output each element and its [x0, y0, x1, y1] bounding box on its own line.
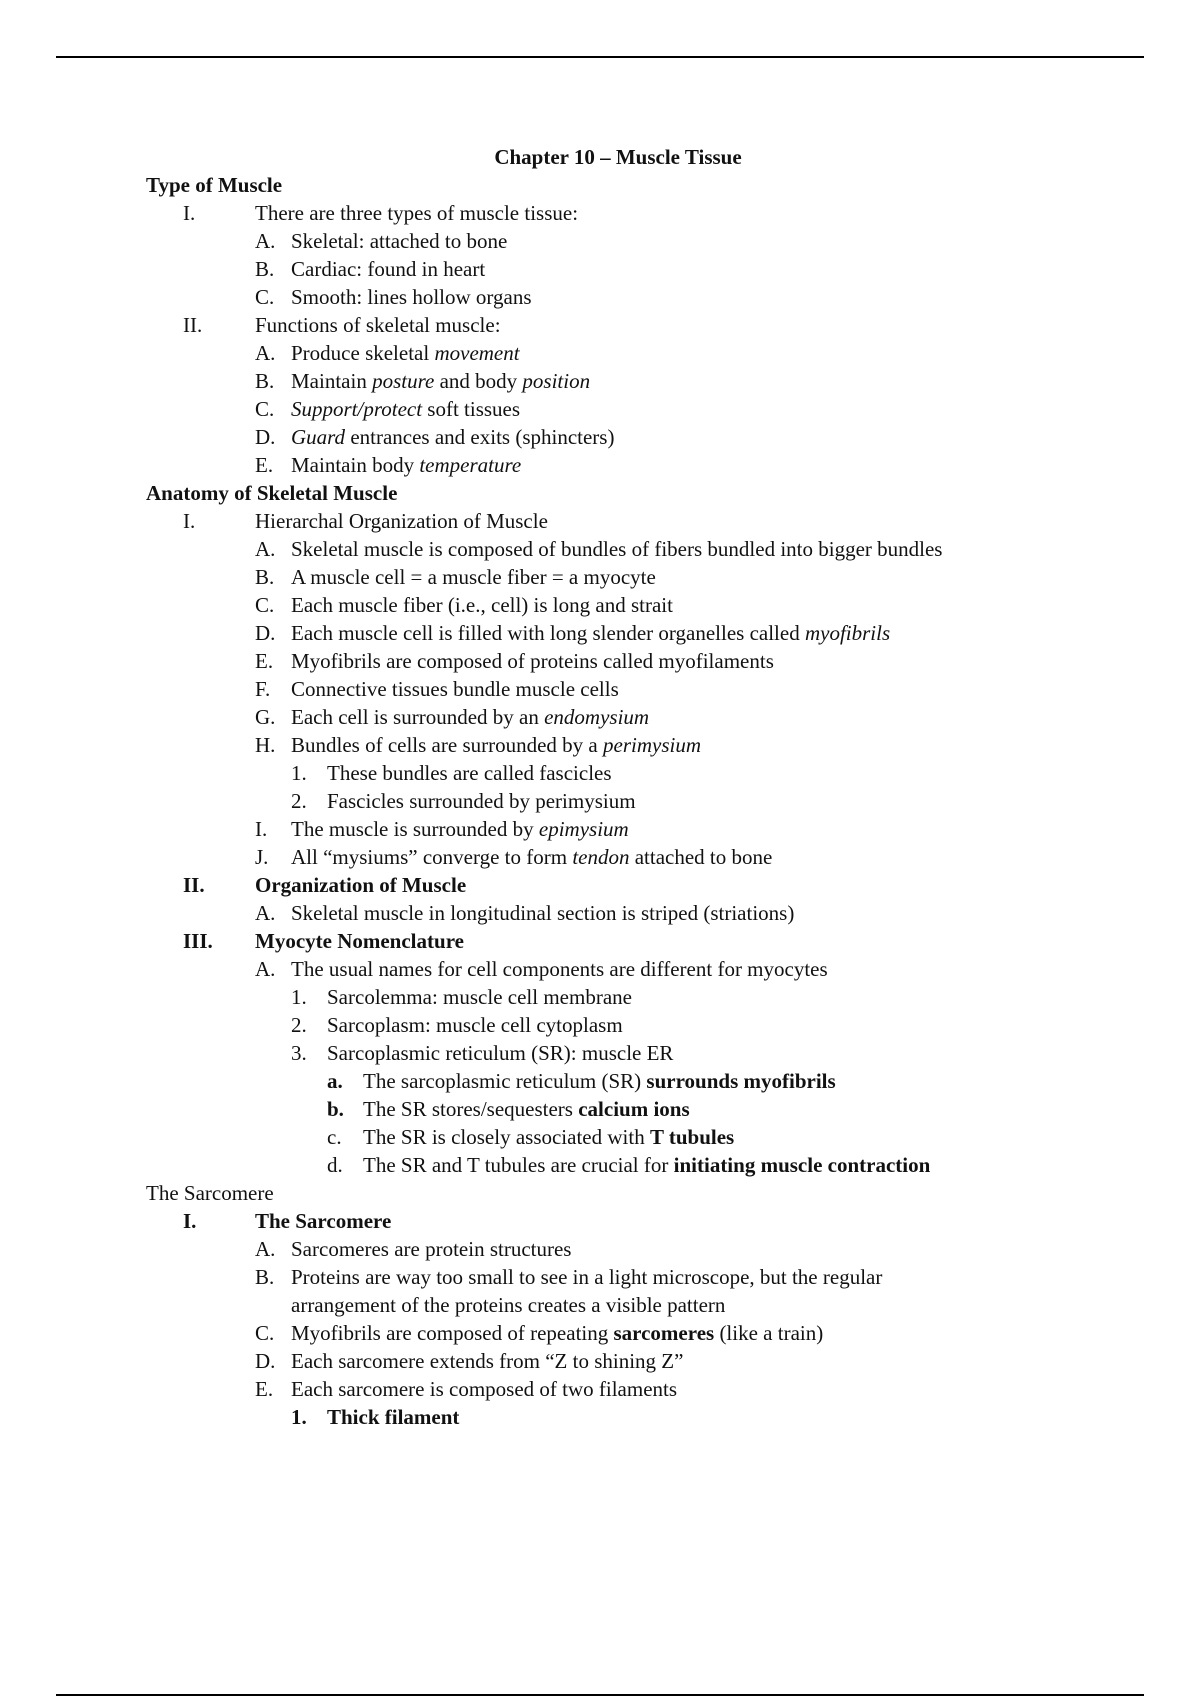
outline-item: H. Bundles of cells are surrounded by a perimysium — [255, 733, 701, 757]
outline-item: I. There are three types of muscle tissue: — [183, 201, 579, 225]
outline-item: C. Myofibrils are composed of repeating sarcomeres (like a train) — [255, 1321, 824, 1345]
outline-item: II. Organization of Muscle — [183, 873, 467, 897]
outline-item: III. Myocyte Nomenclature — [183, 929, 464, 953]
outline-item: 1. Sarcolemma: muscle cell membrane — [291, 985, 632, 1009]
outline-item: 2. Fascicles surrounded by perimysium — [291, 789, 636, 813]
outline-item: a. The sarcoplasmic reticulum (SR) surrounds myofibrils — [327, 1069, 836, 1093]
outline-item: E. Myofibrils are composed of proteins called myofilaments — [255, 649, 774, 673]
outline-item: A. Skeletal muscle is composed of bundles of fibers bundled into bigger bundles — [255, 537, 943, 561]
outline-item: A. The usual names for cell components are different for myocytes — [255, 957, 828, 981]
top-rule — [56, 56, 1144, 58]
outline-item: G. Each cell is surrounded by an endomysium — [255, 705, 650, 729]
outline-item: D. Each muscle cell is filled with long slender organelles called myofibrils — [255, 621, 891, 645]
outline-item-continuation: arrangement of the proteins creates a visible pattern — [291, 1293, 726, 1317]
outline-item: d. The SR and T tubules are crucial for initiating muscle contraction — [327, 1153, 931, 1177]
outline-item: F. Connective tissues bundle muscle cells — [255, 677, 619, 701]
outline-item: 3. Sarcoplasmic reticulum (SR): muscle ER — [291, 1041, 674, 1065]
outline-item: I. The Sarcomere — [183, 1209, 392, 1233]
outline-item: A. Produce skeletal movement — [255, 341, 520, 365]
outline-item: 1. These bundles are called fascicles — [291, 761, 612, 785]
section-heading: The Sarcomere — [146, 1181, 274, 1205]
bottom-rule — [56, 1694, 1144, 1696]
outline-item: E. Each sarcomere is composed of two filaments — [255, 1377, 678, 1401]
outline-item: C. Support/protect soft tissues — [255, 397, 521, 421]
outline-item: D. Guard entrances and exits (sphincters) — [255, 425, 615, 449]
section-heading: Anatomy of Skeletal Muscle — [146, 481, 398, 505]
outline-item: J. All “mysiums” converge to form tendon attached to bone — [255, 845, 773, 869]
outline-item: A. Sarcomeres are protein structures — [255, 1237, 572, 1261]
outline-item: 1. Thick filament — [291, 1405, 460, 1429]
document-page — [0, 143, 1200, 1431]
outline-item: II. Functions of skeletal muscle: — [183, 313, 501, 337]
outline-item: E. Maintain body temperature — [255, 453, 522, 477]
outline-item: 2. Sarcoplasm: muscle cell cytoplasm — [291, 1013, 623, 1037]
outline-item: B. Maintain posture and body position — [255, 369, 591, 393]
outline-item: B. A muscle cell = a muscle fiber = a myocyte — [255, 565, 656, 589]
outline-item: B. Proteins are way too small to see in a light microscope, but the regular — [255, 1265, 883, 1289]
outline-item: I. Hierarchal Organization of Muscle — [183, 509, 548, 533]
section-heading: Type of Muscle — [146, 173, 283, 197]
outline-item: A. Skeletal: attached to bone — [255, 229, 508, 253]
outline-item: I. The muscle is surrounded by epimysium — [255, 817, 629, 841]
outline-item: B. Cardiac: found in heart — [255, 257, 486, 281]
outline-item: D. Each sarcomere extends from “Z to shining Z” — [255, 1349, 684, 1373]
outline-item: A. Skeletal muscle in longitudinal section is striped (striations) — [255, 901, 795, 925]
page-title: Chapter 10 – Muscle Tissue — [494, 145, 742, 169]
outline-item: C. Smooth: lines hollow organs — [255, 285, 532, 309]
outline-item: b. The SR stores/sequesters calcium ions — [327, 1097, 690, 1121]
outline-item: c. The SR is closely associated with T tubules — [327, 1125, 735, 1149]
outline-item: C. Each muscle fiber (i.e., cell) is long and strait — [255, 593, 673, 617]
